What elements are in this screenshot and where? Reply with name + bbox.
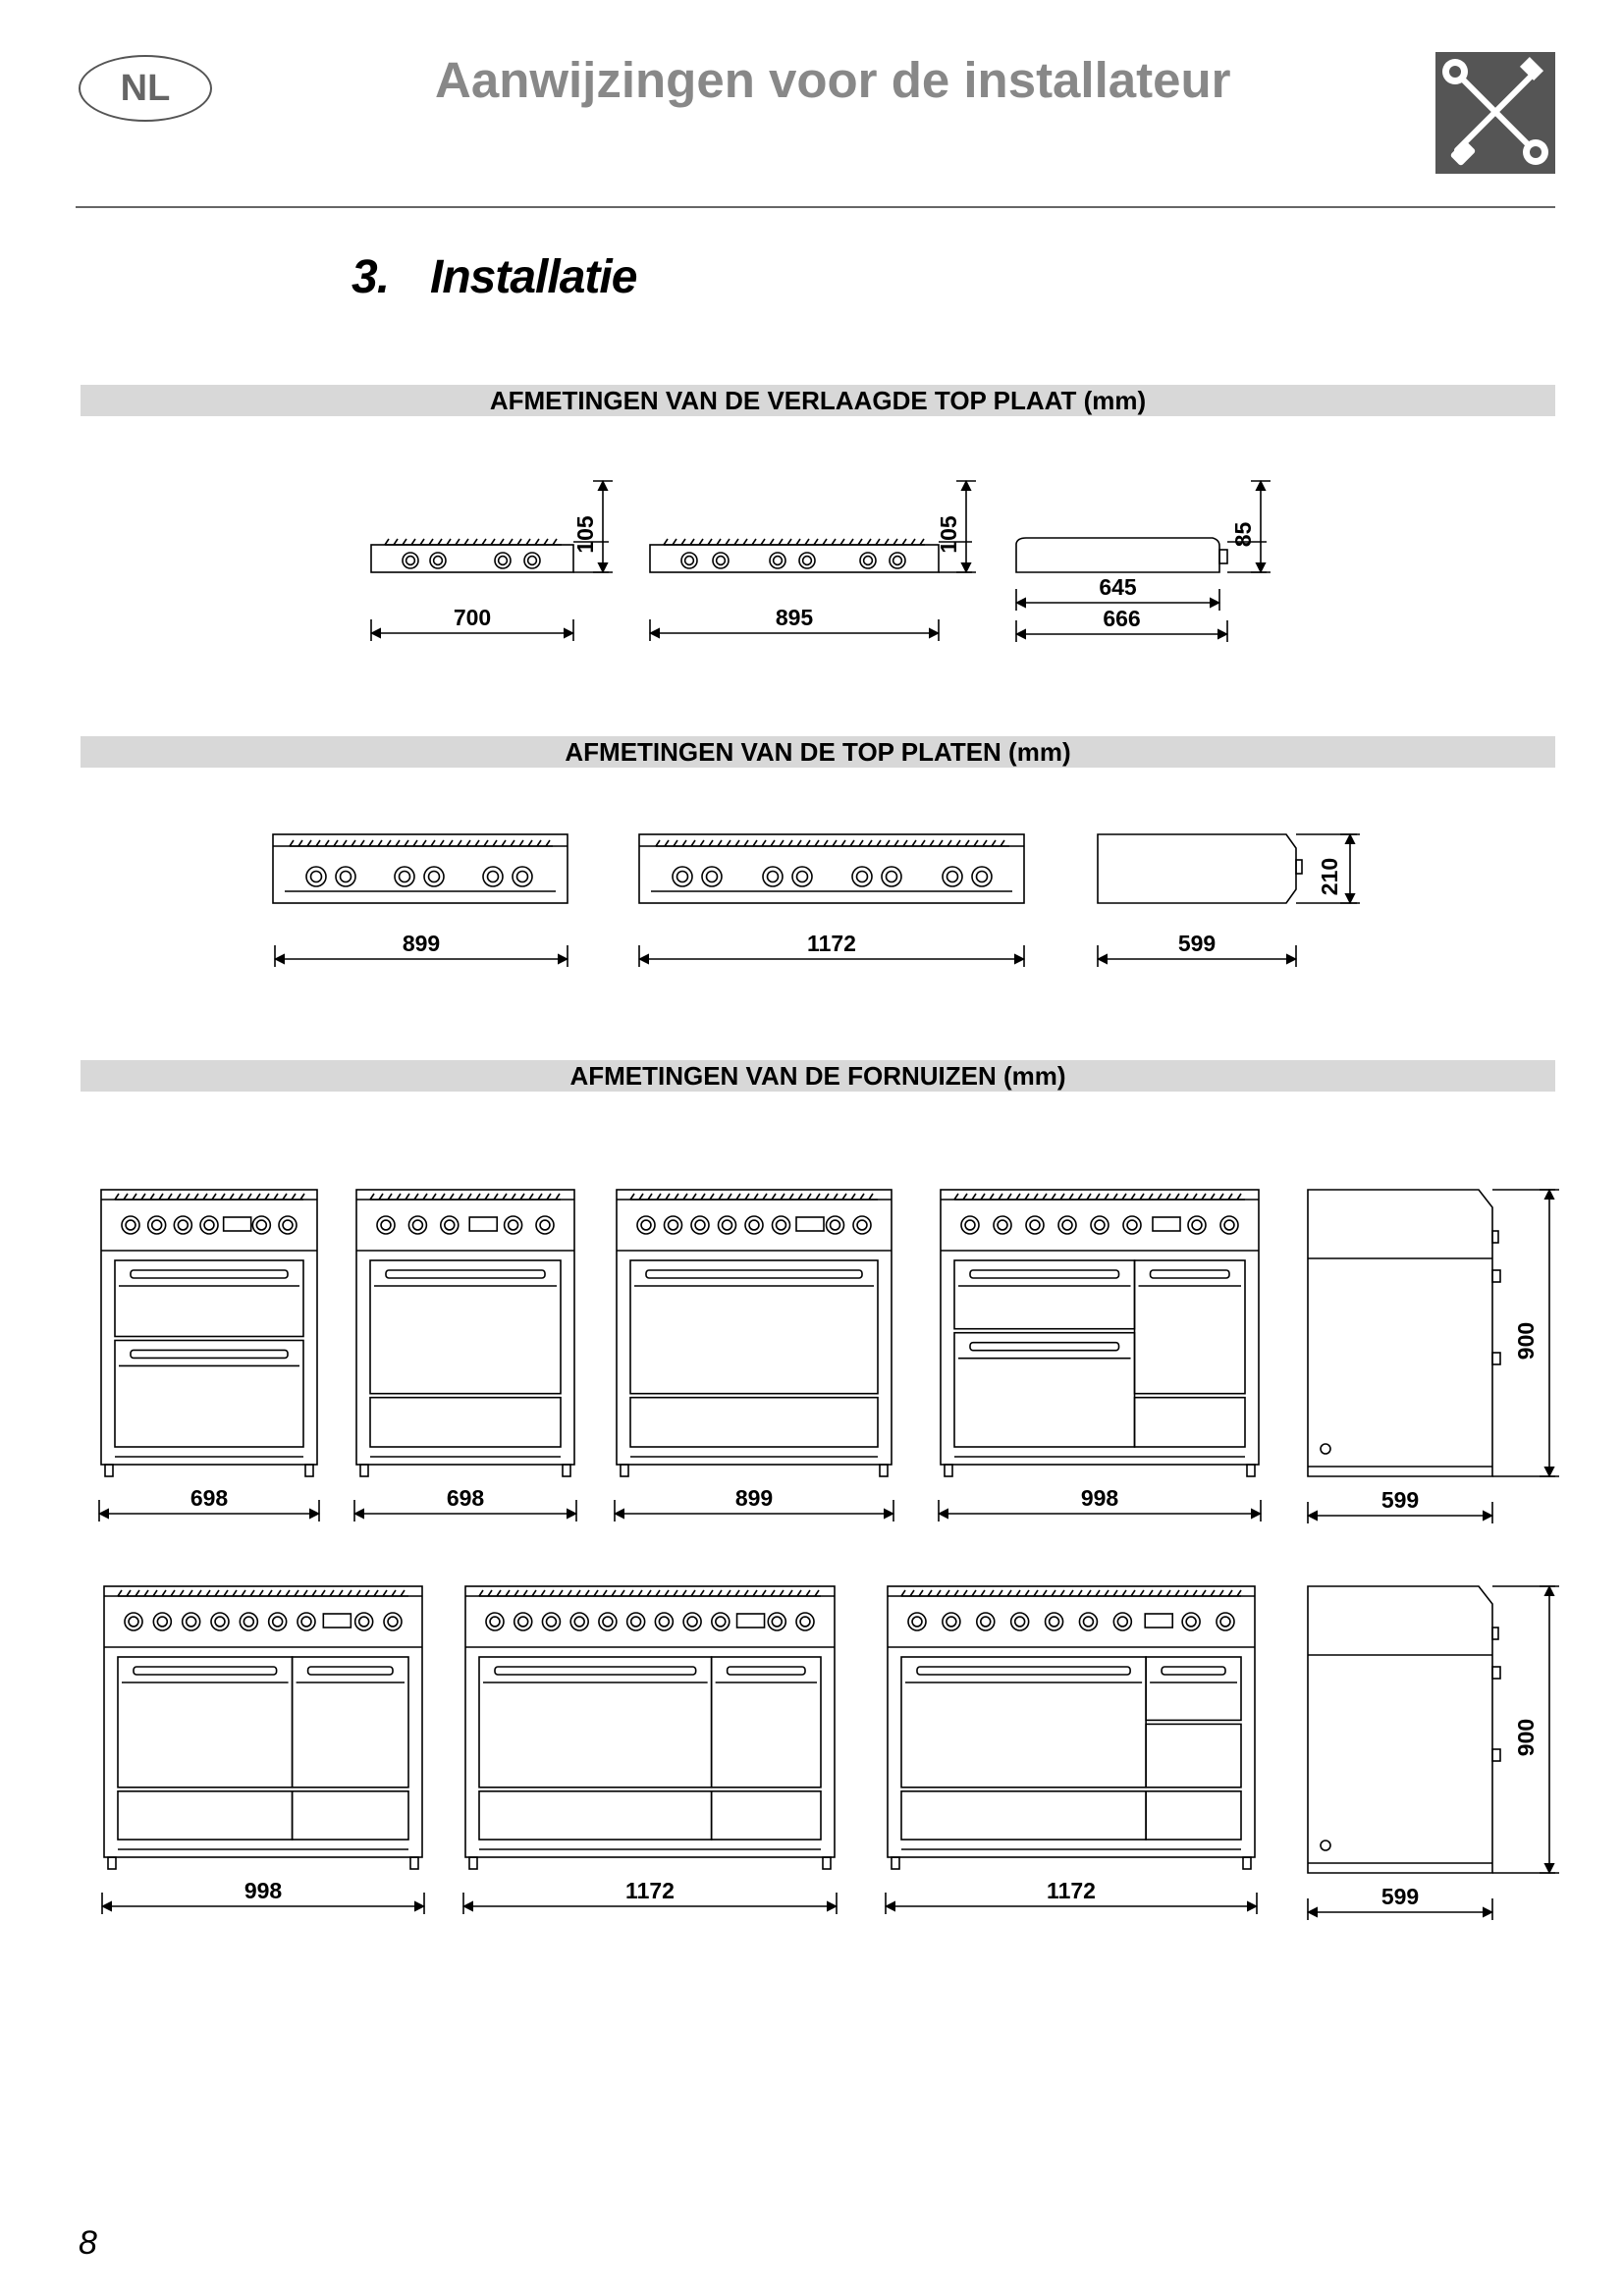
knob-icon (827, 1216, 844, 1234)
knob-inner (687, 1617, 697, 1627)
knob-icon (122, 1216, 139, 1234)
display-panel (737, 1614, 765, 1628)
knob-inner (857, 872, 868, 882)
knob-inner (273, 1617, 283, 1627)
document-title: Aanwijzingen voor de installateur (435, 52, 1231, 108)
oven-door (479, 1657, 712, 1788)
knob-inner (965, 1220, 975, 1230)
leg (945, 1465, 952, 1476)
display-panel (469, 1217, 497, 1231)
knob-inner (509, 1220, 518, 1230)
dimension-label: 998 (243, 1878, 283, 1903)
knob-inner (129, 1617, 138, 1627)
knob-icon (1113, 1613, 1131, 1630)
dimension-label: 698 (189, 1485, 229, 1511)
knob-icon (424, 867, 444, 886)
band-cooker-dimensions: AFMETINGEN VAN DE FORNUIZEN (mm) (81, 1060, 1555, 1092)
oven-door (901, 1791, 1146, 1840)
oven-door (118, 1657, 293, 1788)
pan-support-grid (901, 1590, 1241, 1596)
dimension-label: 698 (446, 1485, 485, 1511)
knob-icon (763, 867, 783, 886)
knob-icon (483, 867, 503, 886)
knob-inner (716, 1617, 726, 1627)
knob-icon (148, 1216, 166, 1234)
knob-icon (599, 1613, 617, 1630)
knob-inner (528, 557, 537, 565)
cooker-side-view (1308, 1190, 1559, 1523)
knob-inner (301, 1617, 311, 1627)
knob-inner (518, 1617, 528, 1627)
cooker-body (356, 1190, 574, 1465)
knob-icon (252, 1216, 270, 1234)
knob-icon (1217, 1613, 1234, 1630)
knob-inner (283, 1220, 293, 1230)
leg (621, 1465, 628, 1476)
knob-icon (713, 553, 729, 568)
knob-icon (395, 867, 414, 886)
knob-icon (681, 553, 697, 568)
knob-icon (377, 1216, 395, 1234)
knob-icon (1220, 1216, 1238, 1234)
oven-door (293, 1791, 408, 1840)
knob-inner (912, 1617, 922, 1627)
knob-inner (864, 557, 873, 565)
cooker-side-outline (1308, 1190, 1492, 1476)
knob-icon (200, 1216, 218, 1234)
knob-inner (659, 1617, 669, 1627)
knob-icon (637, 1216, 655, 1234)
display-panel (224, 1217, 251, 1231)
knob-icon (1182, 1613, 1200, 1630)
pan-support-grid (630, 1194, 878, 1200)
knob-icon (1026, 1216, 1044, 1234)
display-panel (323, 1614, 351, 1628)
oven-door (115, 1340, 303, 1447)
knob-inner (749, 1220, 759, 1230)
oven-handle (495, 1667, 696, 1675)
knob-icon (1188, 1216, 1206, 1234)
knob-inner (717, 557, 726, 565)
oven-handle (1162, 1667, 1225, 1675)
knob-inner (677, 872, 688, 882)
knob-inner (359, 1617, 369, 1627)
knob-icon (972, 867, 992, 886)
knob-icon (298, 1613, 315, 1630)
knob-icon (513, 867, 532, 886)
knob-inner (406, 557, 415, 565)
leg (305, 1465, 313, 1476)
cooker-1172-triple (886, 1586, 1257, 1914)
oven-door (479, 1791, 712, 1840)
knob-icon (269, 1613, 287, 1630)
knob-inner (540, 1220, 550, 1230)
low-top-drawings (371, 481, 1271, 642)
knob-inner (178, 1220, 188, 1230)
knob-inner (641, 1220, 651, 1230)
knob-inner (669, 1220, 678, 1230)
section-number: 3. (352, 251, 390, 303)
pan-support-grid (385, 539, 562, 545)
knob-icon (570, 1613, 588, 1630)
dimension-label: 998 (1080, 1485, 1119, 1511)
knob-inner (388, 1617, 398, 1627)
knob-inner (947, 1617, 956, 1627)
top-plate-drawings (273, 834, 1360, 967)
knob-icon (430, 553, 446, 568)
knob-icon (792, 867, 812, 886)
knob-inner (947, 872, 958, 882)
knob-inner (1117, 1617, 1127, 1627)
knob-icon (683, 1613, 701, 1630)
oven-handle (917, 1667, 1130, 1675)
knob-inner (857, 1220, 867, 1230)
cooker-body (941, 1190, 1259, 1465)
pan-support-grid (118, 1590, 408, 1596)
leg (108, 1857, 116, 1869)
knob-icon (505, 1216, 522, 1234)
dimension-label: 1172 (625, 1878, 675, 1903)
knob-inner (1062, 1220, 1072, 1230)
knob-icon (403, 553, 418, 568)
knob-icon (125, 1613, 142, 1630)
knob-icon (524, 553, 540, 568)
dimension-label: 900 (1513, 1718, 1539, 1757)
knob-inner (1050, 1617, 1059, 1627)
knob-icon (770, 553, 785, 568)
dimension-label: 210 (1317, 857, 1342, 896)
dimension-label: 105 (936, 515, 961, 554)
knob-icon (853, 1216, 871, 1234)
knob-inner (774, 557, 783, 565)
oven-handle (134, 1667, 277, 1675)
knob-inner (1127, 1220, 1137, 1230)
knob-inner (831, 1220, 840, 1230)
knob-icon (994, 1216, 1011, 1234)
knob-inner (1186, 1617, 1196, 1627)
knob-inner (1192, 1220, 1202, 1230)
knob-side (1492, 1231, 1498, 1243)
knob-inner (187, 1617, 196, 1627)
leg (469, 1857, 477, 1869)
knob-icon (306, 867, 326, 886)
knob-icon (712, 1613, 730, 1630)
pan-support-grid (370, 1194, 561, 1200)
knob-icon (542, 1613, 560, 1630)
oven-door (1135, 1260, 1245, 1394)
pan-support-grid (479, 1590, 821, 1596)
knob-icon (768, 1613, 785, 1630)
knob-inner (341, 872, 352, 882)
pan-support-grid (664, 539, 925, 545)
dimension-label: 599 (1380, 1487, 1420, 1513)
knob-inner (412, 1220, 422, 1230)
dimension-label: 899 (734, 1485, 774, 1511)
leg (563, 1465, 570, 1476)
knob-icon (773, 1216, 790, 1234)
band-low-top-dimensions: AFMETINGEN VAN DE VERLAAGDE TOP PLAAT (mm) (81, 385, 1555, 416)
knob-inner (695, 1220, 705, 1230)
knob-inner (157, 1617, 167, 1627)
knob-side (1296, 860, 1302, 874)
knob-icon (1123, 1216, 1141, 1234)
knob-icon (1046, 1613, 1063, 1630)
dimension-label: 899 (402, 931, 441, 956)
cooker-side-view (1308, 1586, 1559, 1920)
knob-inner (1015, 1617, 1025, 1627)
oven-handle (308, 1667, 393, 1675)
band-top-dimensions: AFMETINGEN VAN DE TOP PLATEN (mm) (81, 736, 1555, 768)
display-panel (1153, 1217, 1180, 1231)
leg (105, 1465, 113, 1476)
dimension-label: 666 (1103, 606, 1141, 631)
oven-handle (970, 1270, 1119, 1278)
cooker-body (617, 1190, 892, 1465)
knob-icon (355, 1613, 373, 1630)
dimension-label: 900 (1513, 1321, 1539, 1361)
knob-icon (627, 1613, 645, 1630)
cooker-698-double (99, 1190, 319, 1522)
cooker-body (101, 1190, 317, 1465)
knob-icon (796, 1613, 814, 1630)
section-title: Installatie (430, 251, 637, 303)
knob-icon (486, 1613, 504, 1630)
knob-icon (240, 1613, 257, 1630)
knob-inner (547, 1617, 557, 1627)
knob-inner (311, 872, 322, 882)
cooker-1172-double (463, 1586, 837, 1914)
leg (1243, 1857, 1251, 1869)
knob-icon (943, 867, 962, 886)
knob-icon (702, 867, 722, 886)
oven-door (370, 1260, 561, 1394)
knob-side (1219, 550, 1227, 563)
knob-icon (1011, 1613, 1029, 1630)
knob-inner (893, 557, 902, 565)
knob-inner (243, 1617, 253, 1627)
oven-handle (1151, 1270, 1229, 1278)
low-top-side-view (1016, 538, 1219, 572)
leg (892, 1857, 899, 1869)
knob-inner (1220, 1617, 1230, 1627)
cooker-698-single (354, 1190, 576, 1522)
dimension-label: 700 (453, 605, 492, 630)
oven-handle (646, 1270, 862, 1278)
pan-support-grid (656, 840, 1009, 846)
oven-door (901, 1657, 1146, 1788)
knob-inner (434, 557, 443, 565)
oven-handle (386, 1270, 545, 1278)
knob-icon (719, 1216, 736, 1234)
knob-inner (797, 872, 808, 882)
knob-inner (603, 1617, 613, 1627)
knob-icon (183, 1613, 200, 1630)
low-top-hob-700 (371, 545, 573, 572)
knob-inner (1030, 1220, 1040, 1230)
knob-icon (882, 867, 901, 886)
knob-inner (998, 1220, 1007, 1230)
knob-icon (943, 1613, 960, 1630)
knob-inner (381, 1220, 391, 1230)
knob-inner (707, 872, 718, 882)
knob-icon (1091, 1216, 1109, 1234)
handle-side (1492, 1749, 1500, 1761)
oven-handle (131, 1270, 288, 1278)
knob-inner (256, 1220, 266, 1230)
dimension-label: 1172 (807, 931, 856, 956)
cooker-998-double (102, 1586, 424, 1914)
knob-inner (1095, 1220, 1105, 1230)
knob-inner (631, 1617, 641, 1627)
dimension-label: 599 (1380, 1884, 1420, 1909)
handle-side (1492, 1667, 1500, 1679)
knob-inner (517, 872, 528, 882)
knob-icon (1079, 1613, 1097, 1630)
dimension-label: 645 (1099, 574, 1137, 600)
knob-inner (1224, 1220, 1234, 1230)
knob-side (1492, 1628, 1498, 1639)
knob-inner (981, 1617, 991, 1627)
dimension-label: 105 (572, 515, 598, 554)
ventilation-hole (1321, 1444, 1330, 1454)
oven-door (370, 1398, 561, 1447)
cooker-998-triple (939, 1190, 1261, 1522)
knob-inner (723, 1220, 732, 1230)
oven-door (115, 1260, 303, 1336)
oven-handle (728, 1667, 805, 1675)
knob-icon (665, 1216, 682, 1234)
knob-icon (384, 1613, 402, 1630)
knob-inner (152, 1220, 162, 1230)
oven-handle (131, 1350, 288, 1358)
knob-inner (429, 872, 440, 882)
cooker-body (465, 1586, 835, 1857)
page-number: 8 (79, 2224, 97, 2262)
top-plate-side-view (1098, 834, 1296, 903)
oven-door (712, 1791, 821, 1840)
leg (880, 1465, 888, 1476)
knob-inner (977, 872, 988, 882)
knob-inner (772, 1617, 782, 1627)
leg (1247, 1465, 1255, 1476)
pan-support-grid (290, 840, 553, 846)
knob-icon (977, 1613, 995, 1630)
display-panel (796, 1217, 824, 1231)
knob-icon (890, 553, 905, 568)
dimension-label: 85 (1230, 521, 1256, 548)
knob-icon (441, 1216, 459, 1234)
language-code: NL (120, 67, 171, 109)
knob-icon (408, 1216, 426, 1234)
knob-inner (488, 872, 499, 882)
knob-icon (691, 1216, 709, 1234)
knob-icon (1058, 1216, 1076, 1234)
oven-door (630, 1260, 878, 1394)
knob-inner (204, 1220, 214, 1230)
knob-icon (908, 1613, 926, 1630)
dimension-label: 895 (775, 605, 814, 630)
knob-inner (887, 872, 897, 882)
knob-icon (174, 1216, 191, 1234)
knob-icon (211, 1613, 229, 1630)
knob-icon (961, 1216, 979, 1234)
knob-icon (536, 1216, 554, 1234)
oven-door (712, 1657, 821, 1788)
knob-icon (860, 553, 876, 568)
cooker-899 (615, 1190, 893, 1522)
oven-door (1135, 1398, 1245, 1447)
ventilation-hole (1321, 1841, 1330, 1850)
display-panel (1145, 1614, 1172, 1628)
knob-inner (215, 1617, 225, 1627)
knob-inner (685, 557, 694, 565)
knob-inner (445, 1220, 455, 1230)
knob-inner (499, 557, 508, 565)
knob-inner (777, 1220, 786, 1230)
dimension-label: 1172 (1047, 1878, 1096, 1903)
leg (823, 1857, 831, 1869)
oven-handle (970, 1343, 1119, 1351)
knob-icon (495, 553, 511, 568)
knob-inner (126, 1220, 135, 1230)
oven-door (293, 1657, 408, 1788)
knob-icon (745, 1216, 763, 1234)
knob-icon (673, 867, 692, 886)
knob-icon (852, 867, 872, 886)
pan-support-grid (115, 1194, 304, 1200)
knob-inner (400, 872, 410, 882)
cooker-body (104, 1586, 422, 1857)
knob-icon (279, 1216, 297, 1234)
leg (360, 1465, 368, 1476)
knob-inner (800, 1617, 810, 1627)
oven-door (1146, 1724, 1241, 1787)
leg (410, 1857, 418, 1869)
cooker-drawings (99, 1190, 1559, 1920)
handle-side (1492, 1353, 1500, 1364)
cooker-body (888, 1586, 1255, 1857)
knob-icon (336, 867, 355, 886)
dimension-label: 599 (1177, 931, 1217, 956)
knob-icon (153, 1613, 171, 1630)
oven-door (118, 1791, 293, 1840)
knob-inner (803, 557, 812, 565)
pan-support-grid (954, 1194, 1245, 1200)
knob-inner (574, 1617, 584, 1627)
knob-icon (514, 1613, 532, 1630)
knob-inner (1083, 1617, 1093, 1627)
knob-icon (799, 553, 815, 568)
knob-inner (490, 1617, 500, 1627)
knob-inner (768, 872, 779, 882)
cooker-side-outline (1308, 1586, 1492, 1873)
knob-icon (655, 1613, 673, 1630)
oven-door (630, 1398, 878, 1447)
handle-side (1492, 1270, 1500, 1282)
oven-door (1146, 1791, 1241, 1840)
